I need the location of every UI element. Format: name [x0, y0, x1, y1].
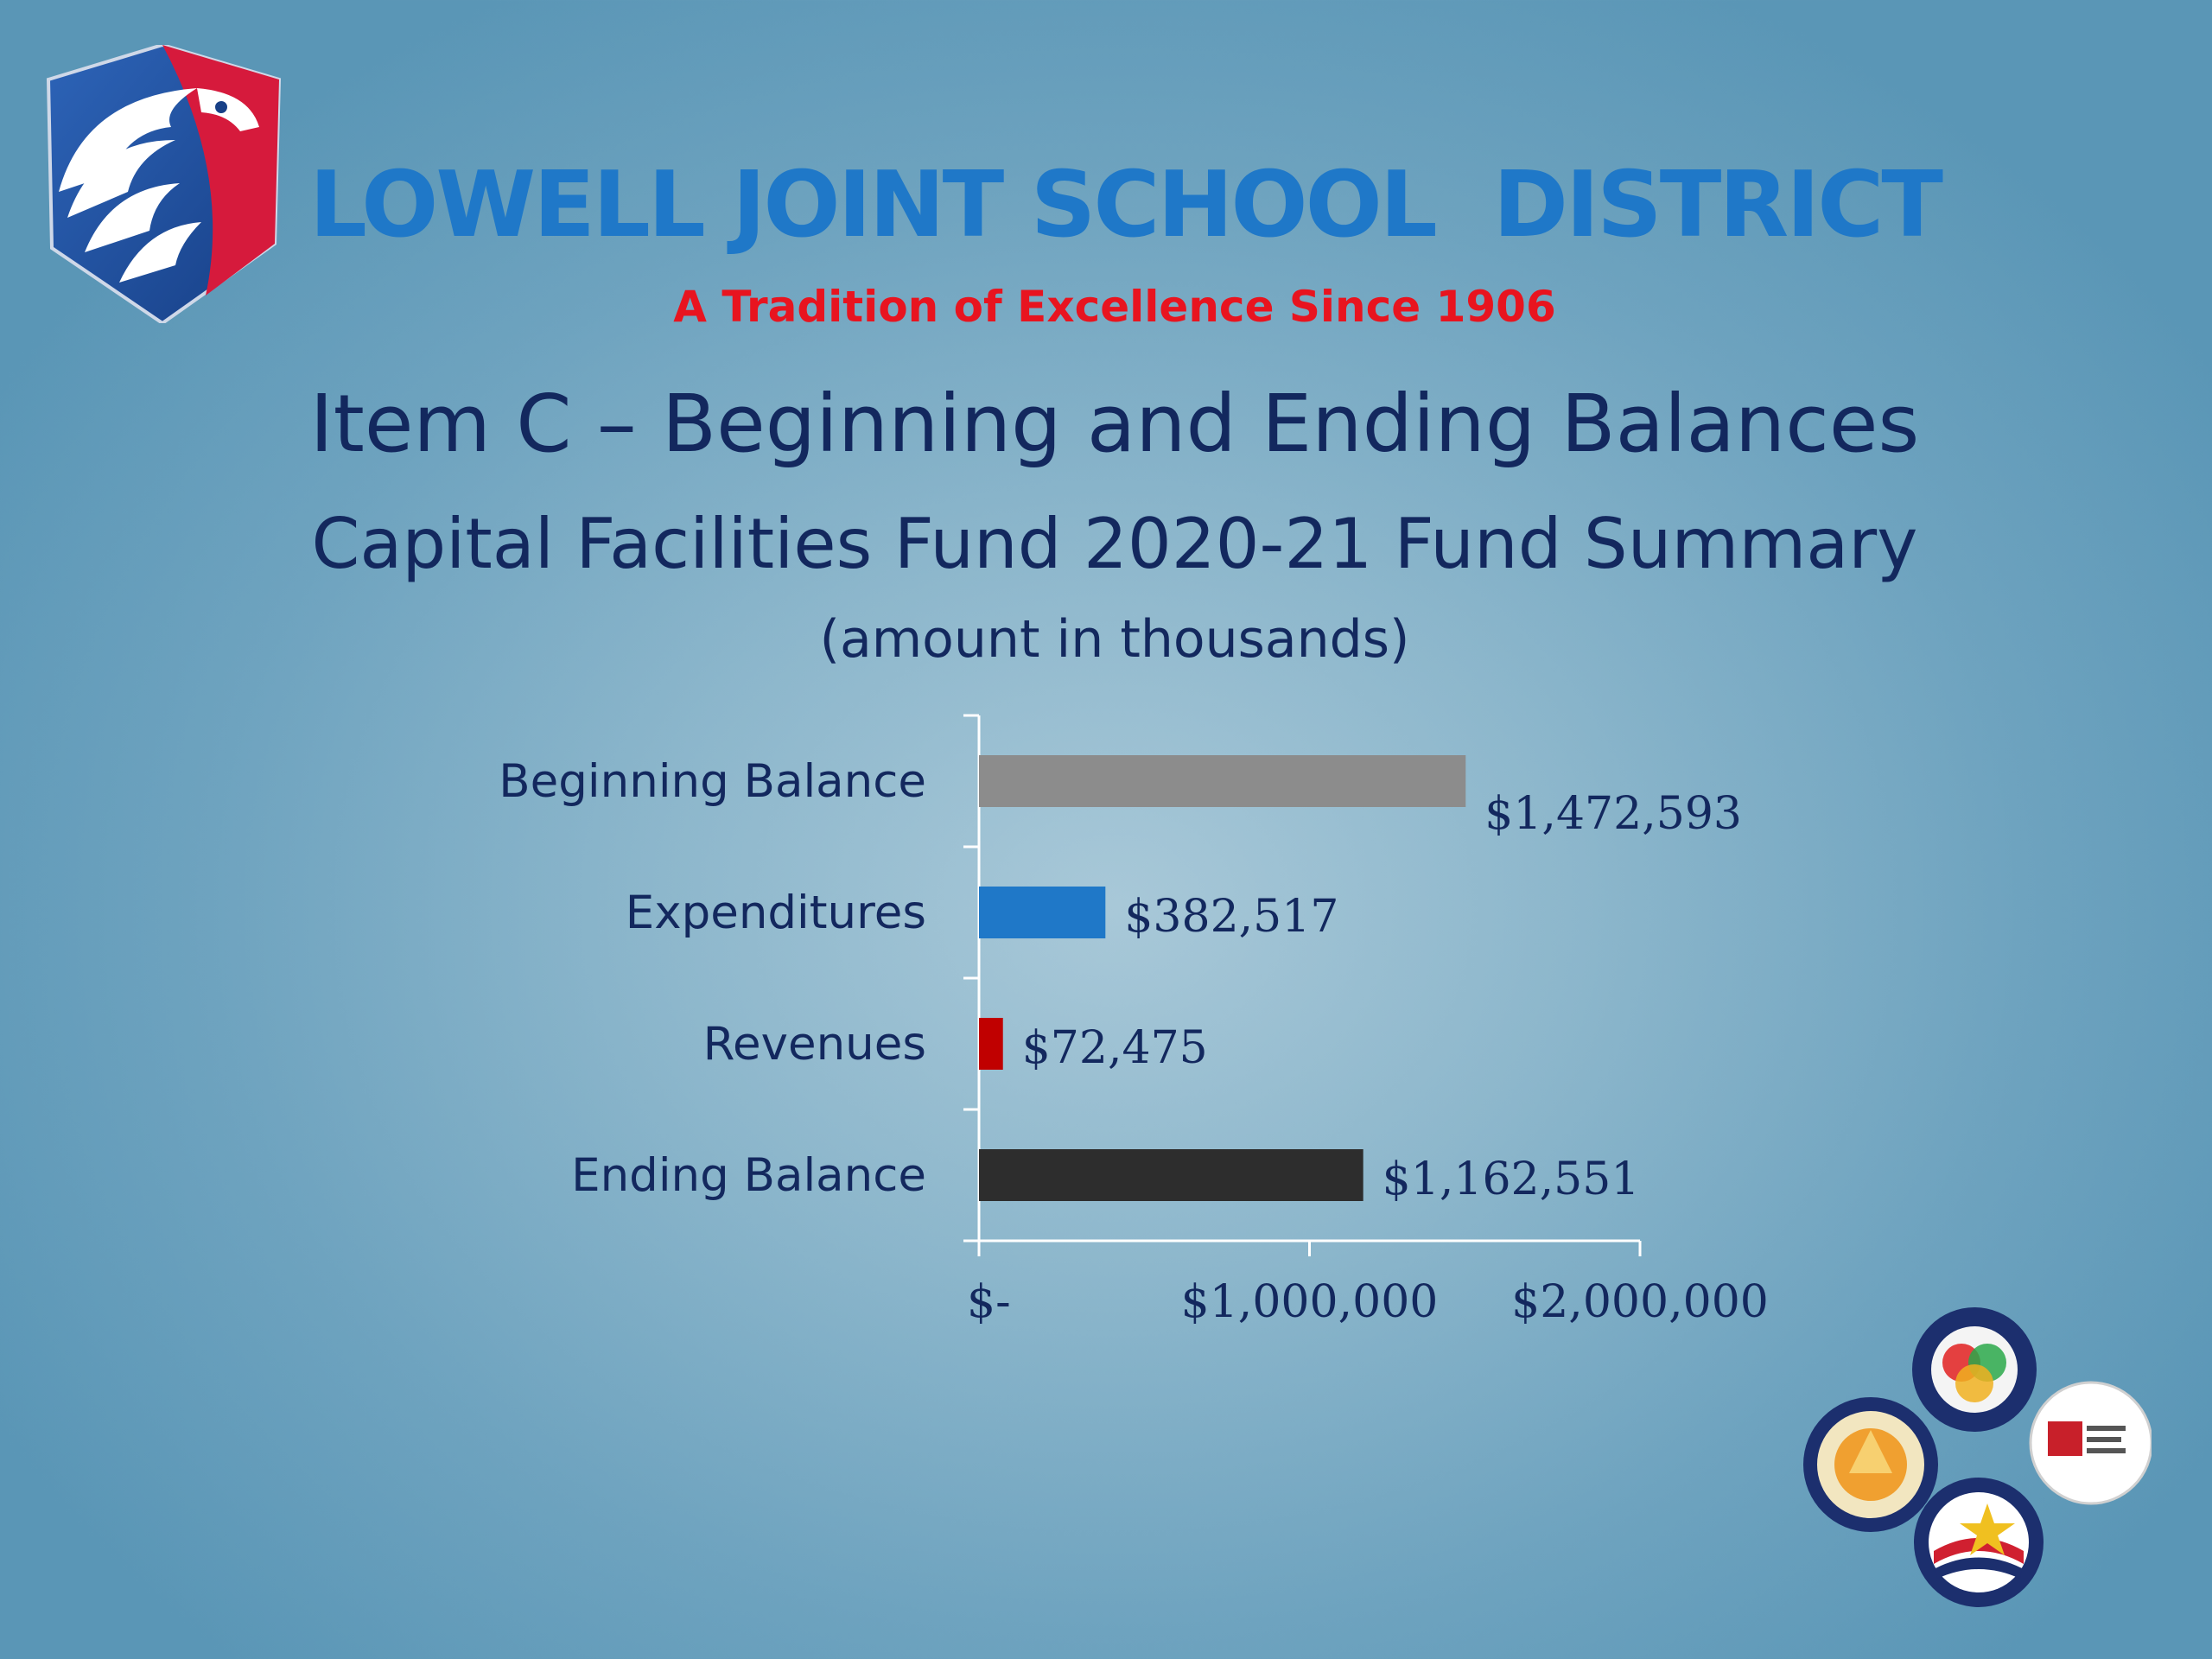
- x-tick-label: $-: [967, 1276, 1011, 1328]
- district-name: LOWELL JOINT SCHOOL DISTRICT: [309, 152, 1941, 257]
- x-tick-label: $1,000,000: [1180, 1276, 1439, 1328]
- bar: [979, 1149, 1363, 1201]
- x-tick-label: $2,000,000: [1511, 1276, 1769, 1328]
- data-label: $1,162,551: [1382, 1154, 1640, 1205]
- distinguished-schools-seal-icon: [1914, 1478, 2044, 1607]
- award-seals-icon: [1789, 1300, 2152, 1611]
- data-label: $72,475: [1021, 1022, 1208, 1074]
- national-forum-seal-icon: [1912, 1307, 2037, 1432]
- district-tagline: A Tradition of Excellence Since 1906: [673, 282, 1556, 332]
- amount-note: (amount in thousands): [819, 609, 1410, 670]
- category-label: Ending Balance: [571, 1149, 926, 1202]
- slide-title: Item C – Beginning and Ending Balances: [309, 378, 1920, 470]
- category-label: Expenditures: [625, 887, 926, 939]
- data-label: $382,517: [1124, 891, 1339, 943]
- category-label: Beginning Balance: [499, 755, 926, 808]
- data-label: $1,472,593: [1484, 788, 1743, 840]
- bar: [979, 1018, 1003, 1070]
- slide-subtitle: Capital Facilities Fund 2020-21 Fund Summary: [311, 504, 1918, 584]
- category-label: Revenues: [702, 1018, 926, 1071]
- blue-ribbon-seal-icon: [1803, 1397, 1938, 1532]
- california-business-seal-icon: [2031, 1382, 2152, 1503]
- bar: [979, 755, 1465, 807]
- bar: [979, 887, 1105, 938]
